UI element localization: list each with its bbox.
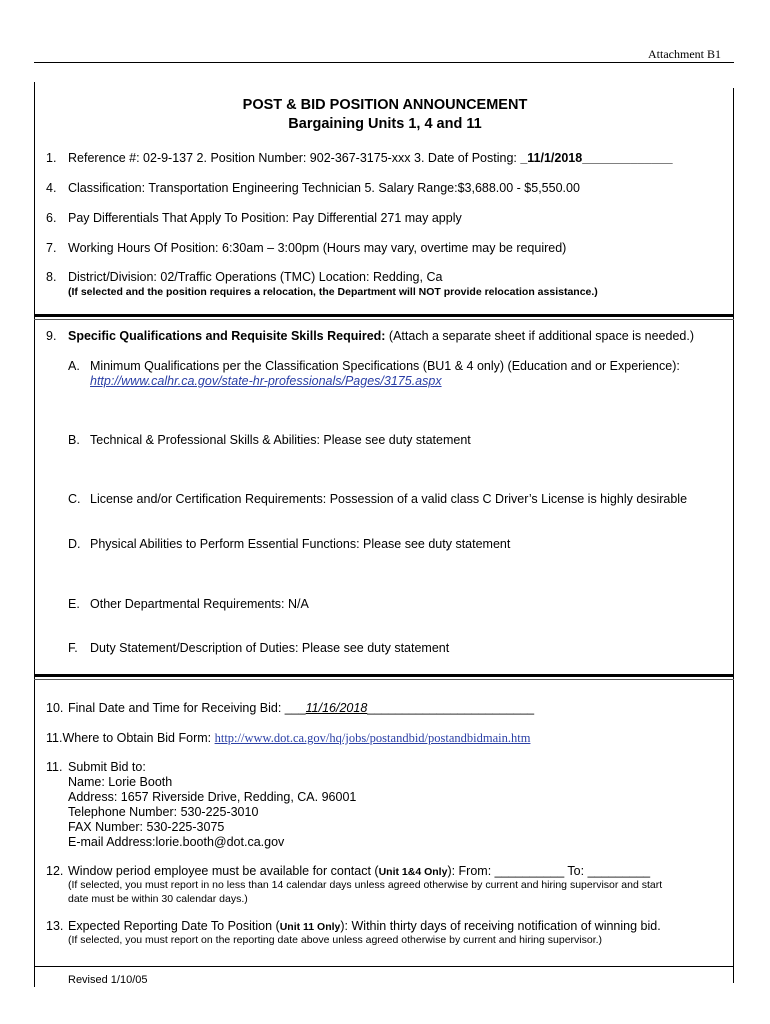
left-border bbox=[34, 82, 35, 987]
item-11-bid-form bbox=[46, 731, 530, 746]
item-number: 6. bbox=[46, 211, 57, 225]
sub-item-b bbox=[68, 433, 471, 447]
item-13-text: Expected Reporting Date To Position ( bbox=[68, 919, 280, 933]
item-number: 11. bbox=[46, 760, 63, 774]
sub-item-letter: C. bbox=[68, 492, 81, 506]
sub-item-f bbox=[68, 641, 449, 655]
item-6 bbox=[46, 211, 462, 225]
page-title: POST & BID POSITION ANNOUNCEMENT bbox=[242, 97, 528, 113]
section-divider bbox=[34, 314, 734, 317]
sub-item-letter: E. bbox=[68, 597, 80, 611]
relocation-note: (If selected and the position requires a relocation, the Department will NOT provide relocation assistance.) bbox=[68, 286, 598, 298]
right-border bbox=[733, 88, 734, 983]
posting-date: _11/1/2018_____________ bbox=[520, 151, 673, 165]
item-10 bbox=[46, 701, 534, 715]
item-4 bbox=[46, 181, 580, 195]
item-9 bbox=[46, 329, 694, 343]
item-11-text: 11.Where to Obtain Bid Form: bbox=[46, 731, 215, 745]
item-11-submit bbox=[46, 760, 146, 774]
section-divider-thin bbox=[34, 319, 734, 320]
window-note-2: date must be within 30 calendar days.) bbox=[68, 893, 248, 905]
sub-item-f-text: Duty Statement/Description of Duties: Please see duty statement bbox=[90, 641, 450, 655]
contact-fax: FAX Number: 530-225-3075 bbox=[68, 820, 225, 834]
bid-date-suffix: ________________________ bbox=[367, 701, 535, 715]
unit-only-label: Unit 11 Only bbox=[279, 921, 341, 933]
item-1-text: Reference #: 02-9-137 2. Position Number: 902-367-3175-xxx 3. Date of Posting: bbox=[68, 151, 521, 165]
sub-item-d bbox=[68, 537, 510, 551]
qualifications-label: Specific Qualifications and Requisite Skills Required: bbox=[68, 329, 386, 343]
item-6-text: Pay Differentials That Apply To Position: Pay Differential 271 may apply bbox=[68, 211, 462, 225]
item-9-text: (Attach a separate sheet if additional space is needed.) bbox=[385, 329, 694, 343]
contact-email: E-mail Address:lorie.booth@dot.ca.gov bbox=[68, 835, 285, 849]
footer-rule bbox=[34, 966, 734, 967]
item-7 bbox=[46, 241, 566, 255]
item-12 bbox=[46, 864, 650, 878]
window-note-1: (If selected, you must report in no less than 14 calendar days unless agreed otherwise by current and hiring supervisor and start bbox=[68, 879, 663, 891]
sub-item-e-text: Other Departmental Requirements: N/A bbox=[90, 597, 309, 611]
sub-item-a bbox=[68, 359, 680, 373]
attachment-label: Attachment B1 bbox=[648, 47, 721, 61]
item-number: 9. bbox=[46, 329, 57, 343]
bid-form-link[interactable]: http://www.dot.ca.gov/hq/jobs/postandbid/postandbidmain.htm bbox=[214, 731, 531, 745]
contact-block bbox=[68, 775, 356, 850]
item-number: 13. bbox=[46, 919, 64, 933]
reporting-note: (If selected, you must report on the reporting date above unless agreed otherwise by current and hiring supervisor.) bbox=[68, 934, 603, 946]
contact-phone: Telephone Number: 530-225-3010 bbox=[68, 805, 259, 819]
item-number: 10. bbox=[46, 701, 64, 715]
section-divider-thin bbox=[34, 679, 734, 680]
sub-item-d-text: Physical Abilities to Perform Essential Functions: Please see duty statement bbox=[90, 537, 511, 551]
revised-date: Revised 1/10/05 bbox=[68, 974, 148, 986]
sub-item-letter: B. bbox=[68, 433, 80, 447]
item-12-text: Window period employee must be available for contact ( bbox=[68, 864, 379, 878]
contact-name: Name: Lorie Booth bbox=[68, 775, 173, 789]
unit-only-label: Unit 1&4 Only bbox=[378, 866, 448, 878]
submit-bid-label: Submit Bid to: bbox=[68, 760, 146, 774]
item-number: 1. bbox=[46, 151, 57, 165]
item-number: 8. bbox=[46, 270, 57, 284]
sub-item-c-text: License and/or Certification Requirements: Possession of a valid class C Driver’s License is highly desirable bbox=[90, 492, 688, 506]
item-10-text: Final Date and Time for Receiving Bid: bbox=[68, 701, 285, 715]
item-7-text: Working Hours Of Position: 6:30am – 3:00pm (Hours may vary, overtime may be required) bbox=[68, 241, 567, 255]
sub-item-c bbox=[68, 492, 687, 506]
item-13-rest: ): Within thirty days of receiving notification of winning bid. bbox=[340, 919, 661, 933]
bid-final-date: 11/16/2018 bbox=[305, 701, 368, 715]
item-13 bbox=[46, 919, 661, 933]
item-4-text: Classification: Transportation Engineering Technician 5. Salary Range:$3,688.00 - $5,550.00 bbox=[68, 181, 580, 195]
sub-item-letter: A. bbox=[68, 359, 80, 373]
page-subtitle: Bargaining Units 1, 4 and 11 bbox=[288, 116, 482, 132]
sub-item-e bbox=[68, 597, 309, 611]
item-8 bbox=[46, 270, 442, 284]
sub-item-a-text: Minimum Qualifications per the Classification Specifications (BU1 & 4 only) (Education and or Experience): bbox=[90, 359, 680, 373]
sub-item-letter: F. bbox=[68, 641, 78, 655]
contact-address: Address: 1657 Riverside Drive, Redding, CA. 96001 bbox=[68, 790, 357, 804]
section-divider bbox=[34, 674, 734, 677]
sub-item-b-text: Technical & Professional Skills & Abilities: Please see duty statement bbox=[90, 433, 471, 447]
item-number: 4. bbox=[46, 181, 57, 195]
sub-item-letter: D. bbox=[68, 537, 81, 551]
bid-date-prefix: ___ bbox=[284, 701, 306, 715]
item-number: 12. bbox=[46, 864, 64, 878]
item-12-fields: ): From: __________ To: _________ bbox=[447, 864, 651, 878]
item-1 bbox=[46, 151, 673, 165]
qualifications-link[interactable]: http://www.calhr.ca.gov/state-hr-professionals/Pages/3175.aspx bbox=[90, 374, 442, 388]
item-number: 7. bbox=[46, 241, 57, 255]
header-rule bbox=[34, 62, 734, 63]
item-8-text: District/Division: 02/Traffic Operations (TMC) Location: Redding, Ca bbox=[68, 270, 443, 284]
